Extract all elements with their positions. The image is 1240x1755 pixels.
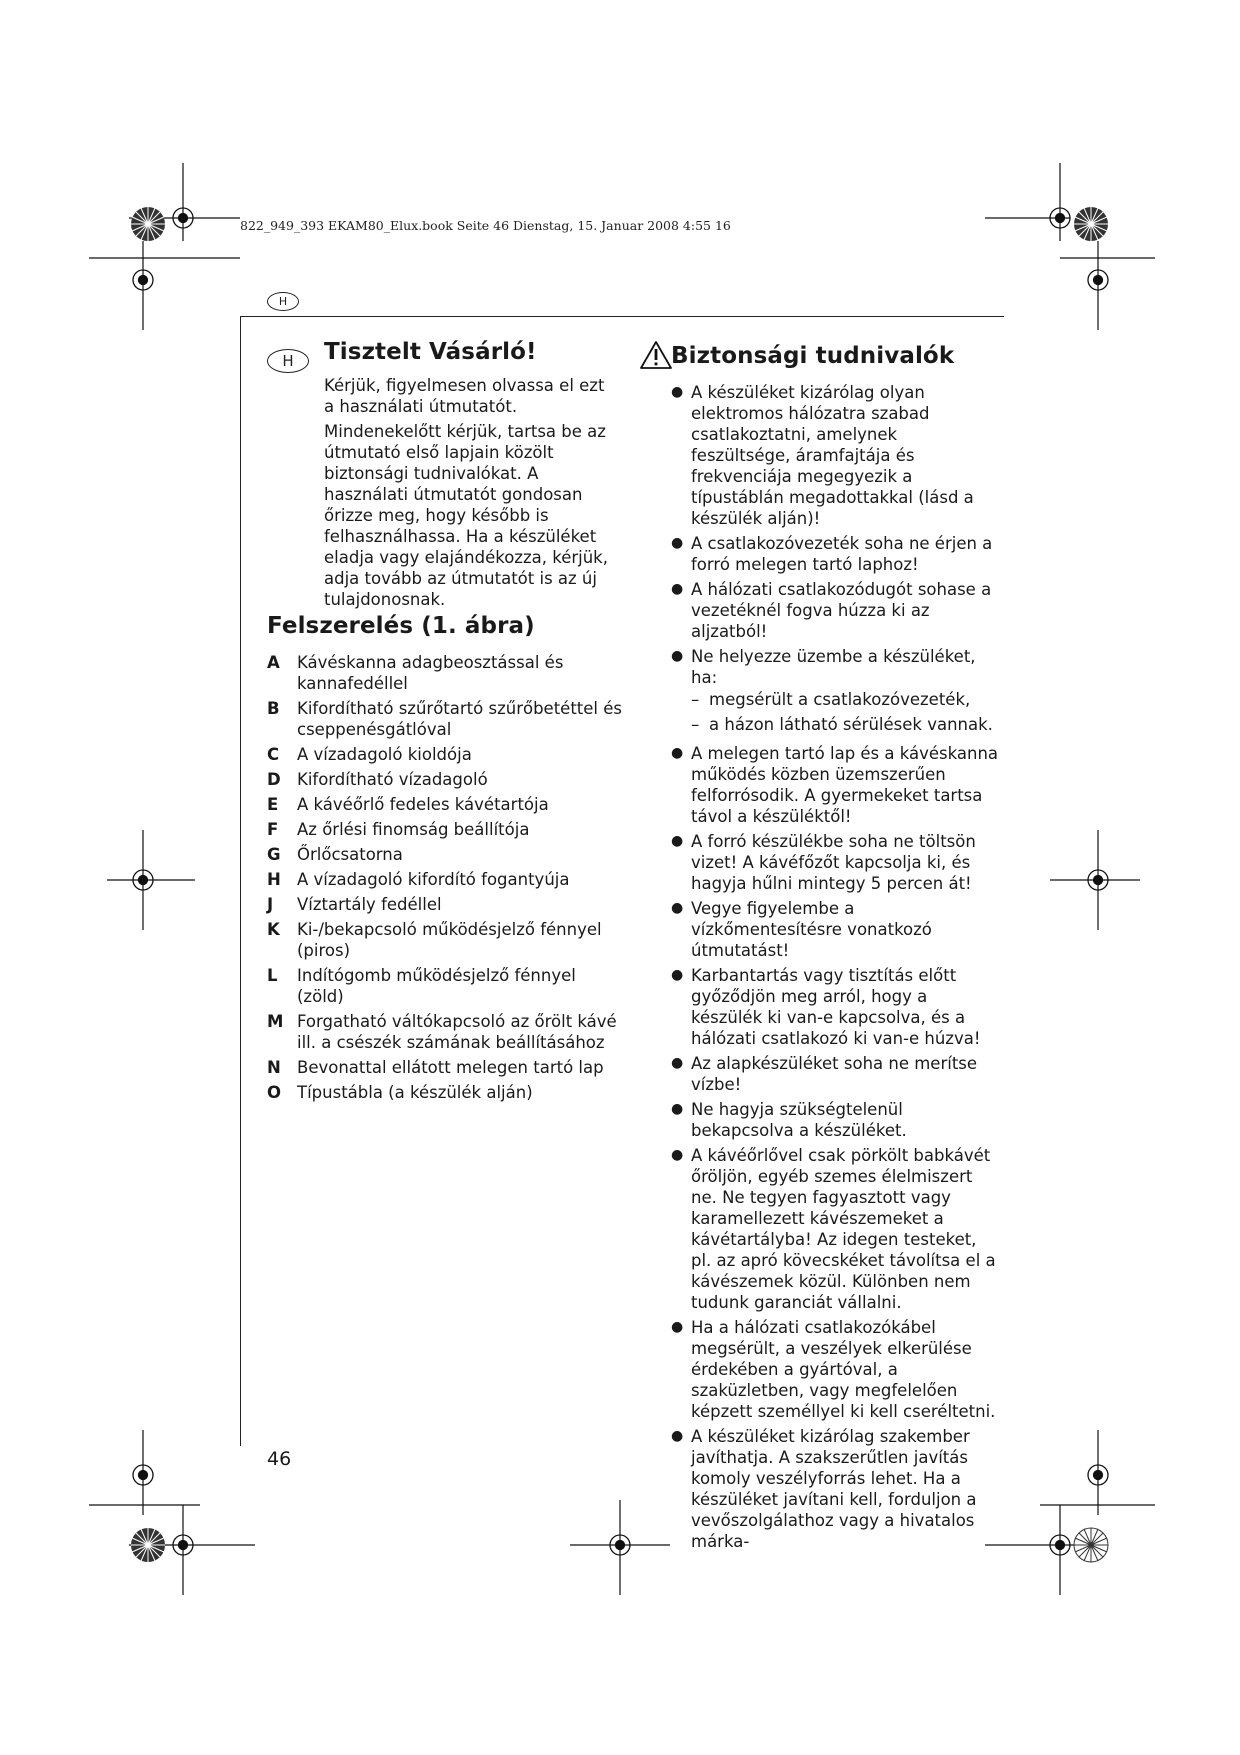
starburst-wheel-icon	[130, 1527, 166, 1563]
sub-item-text: a házon látható sérülések vannak.	[709, 715, 993, 734]
list-item	[671, 646, 1001, 739]
part-text: Típustábla (a készülék alján)	[297, 1083, 533, 1102]
part-key: L	[267, 966, 278, 985]
safety-section	[671, 342, 1001, 379]
part-text: Kávéskanna adagbeosztással és kannafedéllel	[297, 653, 564, 693]
list-item	[267, 698, 622, 740]
list-item	[267, 919, 622, 961]
part-key: E	[267, 795, 279, 814]
intro-paragraph: Kérjük, figyelmesen olvassa el ezt a használati útmutatót.	[324, 376, 605, 416]
print-info: 822_949_393 EKAM80_Elux.book Seite 46 Dienstag, 15. Januar 2008 4:55 16	[240, 218, 731, 233]
part-text: A kávéőrlő fedeles kávétartója	[297, 795, 549, 814]
safety-text: Ne hagyja szükségtelenül bekapcsolva a készüléket.	[691, 1100, 907, 1140]
intro-section	[324, 338, 618, 614]
starburst-wheel-icon	[1073, 206, 1109, 242]
part-text: Forgatható váltókapcsoló az őrölt kávé ill. a csészék számának beállításához	[297, 1012, 617, 1052]
part-key: H	[267, 870, 281, 889]
header-lang-badge: H	[267, 292, 299, 311]
starburst-wheel-icon	[1073, 1527, 1109, 1563]
part-key: J	[267, 895, 274, 914]
bullet-icon: ●	[671, 1147, 684, 1163]
part-text: Víztartály fedéllel	[297, 895, 442, 914]
part-key: M	[267, 1012, 284, 1031]
crosshair-target-icon	[1086, 1463, 1110, 1487]
list-item	[671, 1099, 1001, 1141]
list-item	[671, 1145, 1001, 1313]
starburst-wheel-icon	[130, 206, 166, 242]
list-item	[671, 1317, 1001, 1422]
bullet-icon: ●	[671, 833, 684, 849]
list-item	[671, 1426, 1001, 1552]
part-text: Kifordítható vízadagoló	[297, 770, 488, 789]
part-key: G	[267, 845, 281, 864]
bullet-icon: ●	[671, 1319, 684, 1335]
safety-text: Ne helyezze üzembe a készüléket, ha:	[691, 647, 976, 687]
safety-text: Vegye figyelembe a vízkőmentesítésre vonatkozó útmutatást!	[691, 899, 932, 960]
part-key: C	[267, 745, 280, 764]
crosshair-target-icon	[1086, 268, 1110, 292]
list-item	[671, 898, 1001, 961]
crosshair-target-icon	[608, 1533, 632, 1557]
list-item	[267, 1082, 622, 1103]
list-item	[671, 743, 1001, 827]
part-key: A	[267, 653, 280, 672]
crosshair-target-icon	[1086, 868, 1110, 892]
safety-text: A forró készülékbe soha ne töltsön vizet! A kávéfőzőt kapcsolja ki, és hagyja hűlni mintegy 5 percen át!	[691, 832, 976, 893]
list-item	[671, 965, 1001, 1049]
bullet-icon: ●	[671, 384, 684, 400]
part-key: O	[267, 1083, 282, 1102]
safety-title: Biztonsági tudnivalók	[671, 343, 955, 369]
list-item	[267, 744, 622, 765]
page-number: 46	[267, 1448, 292, 1470]
bullet-icon: ●	[671, 900, 684, 916]
equipment-section	[267, 612, 622, 1107]
crosshair-target-icon	[171, 1533, 195, 1557]
crosshair-target-icon	[1048, 206, 1072, 230]
safety-text: A készüléket kizárólag olyan elektromos hálózatra szabad csatlakoztatni, amelynek feszültsége, áramfajtája és frekvenciája megegyezik a típustáblán megadottakkal (lásd a készülék alján)!	[691, 383, 974, 528]
bullet-icon: ●	[671, 1055, 684, 1071]
bullet-icon: ●	[671, 1101, 684, 1117]
list-item	[671, 533, 1001, 575]
sub-list	[691, 689, 1001, 735]
safety-text: A hálózati csatlakozódugót sohase a vezetéknél fogva húzza ki az aljzatból!	[691, 580, 992, 641]
equipment-title: Felszerelés (1. ábra)	[267, 613, 535, 639]
part-key: D	[267, 770, 281, 789]
intro-paragraph: Mindenekelőtt kérjük, tartsa be az útmutató első lapjain közölt biztonsági tudnivalókat. A használati útmutatót gondosan őrizze meg, hogy később is felhasználhassa. Ha a készüléket eladja vagy elajándékozza, kérjük, adja tovább az útmutatót is az új tulajdonosnak.	[324, 422, 608, 609]
safety-text: A csatlakozóvezeték soha ne érjen a forró melegen tartó laphoz!	[691, 534, 993, 574]
part-text: Az őrlési finomság beállítója	[297, 820, 530, 839]
bullet-icon: ●	[671, 745, 684, 761]
warning-triangle-icon	[639, 340, 673, 370]
list-item	[671, 831, 1001, 894]
part-text: Kifordítható szűrőtartó szűrőbetéttel és cseppenésgátlóval	[297, 699, 622, 739]
part-text: Ki-/bekapcsoló működésjelző fénnyel (piros)	[297, 920, 602, 960]
bullet-icon: ●	[671, 1428, 684, 1444]
safety-text: A készüléket kizárólag szakember javíthatja. A szakszerűtlen javítás komoly veszélyforrás lehet. Ha a készüléket javítani kell, forduljon a vevőszolgálathoz vagy a hivatalos márka-	[691, 1427, 977, 1551]
part-text: Indítógomb működésjelző fénnyel (zöld)	[297, 966, 576, 1006]
list-item	[671, 382, 1001, 529]
bullet-icon: ●	[671, 581, 684, 597]
part-key: N	[267, 1058, 281, 1077]
intro-title: Tisztelt Vásárló!	[324, 339, 537, 365]
list-item	[267, 1011, 622, 1053]
part-key: K	[267, 920, 280, 939]
sub-list-item: – megsérült a csatlakozóvezeték,	[691, 690, 971, 709]
crosshair-target-icon	[1048, 1533, 1072, 1557]
list-item	[267, 894, 622, 915]
part-text: Őrlőcsatorna	[297, 845, 403, 864]
safety-text: Ha a hálózati csatlakozókábel megsérült, a veszélyek elkerülése érdekében a gyártóval, a szaküzletben, vagy megfelelően képzett személlyel ki kell cseréltetni.	[691, 1318, 996, 1421]
safety-text: A melegen tartó lap és a kávéskanna működés közben üzemszerűen felforrósodik. A gyermekeket tartsa távol a készüléktől!	[691, 744, 999, 826]
list-item	[267, 794, 622, 815]
safety-text: Az alapkészüléket soha ne merítse vízbe!	[691, 1054, 978, 1094]
list-item	[267, 844, 622, 865]
crosshair-target-icon	[131, 268, 155, 292]
safety-list	[671, 382, 1001, 1556]
part-key: B	[267, 699, 280, 718]
intro-lang-badge: H	[267, 349, 309, 373]
safety-text: Karbantartás vagy tisztítás előtt győződjön meg arról, hogy a készülék ki van-e kapcsolva, és a hálózati csatlakozó ki van-e húzva!	[691, 966, 981, 1048]
list-item	[671, 1053, 1001, 1095]
part-text: A vízadagoló kifordító fogantyúja	[297, 870, 570, 889]
list-item	[267, 769, 622, 790]
bullet-icon: ●	[671, 967, 684, 983]
part-key: F	[267, 820, 279, 839]
bullet-icon: ●	[671, 535, 684, 551]
list-item	[267, 1057, 622, 1078]
list-item	[267, 819, 622, 840]
bullet-icon: ●	[671, 648, 684, 664]
header-rule	[240, 316, 1004, 317]
part-text: A vízadagoló kioldója	[297, 745, 472, 764]
sub-item-text: megsérült a csatlakozóvezeték,	[709, 690, 971, 709]
crosshair-target-icon	[131, 1463, 155, 1487]
list-item	[671, 579, 1001, 642]
list-item	[267, 869, 622, 890]
list-item	[267, 965, 622, 1007]
safety-text: A kávéőrlővel csak pörkölt babkávét őröljön, egyéb szemes élelmiszert ne. Ne tegyen fagyasztott vagy karamellezett kávészemeket a kávétartályba! Az idegen testeket, pl. az apró kövecskéket távolítsa el a kávészemek közül. Különben nem tudunk garanciát vállalni.	[691, 1146, 996, 1312]
parts-list	[267, 652, 622, 1103]
part-text: Bevonattal ellátott melegen tartó lap	[297, 1058, 604, 1077]
crosshair-target-icon	[131, 868, 155, 892]
sub-list-item: – a házon látható sérülések vannak.	[691, 715, 993, 734]
crosshair-target-icon	[171, 206, 195, 230]
list-item	[267, 652, 622, 694]
margin-rule	[240, 316, 241, 1446]
